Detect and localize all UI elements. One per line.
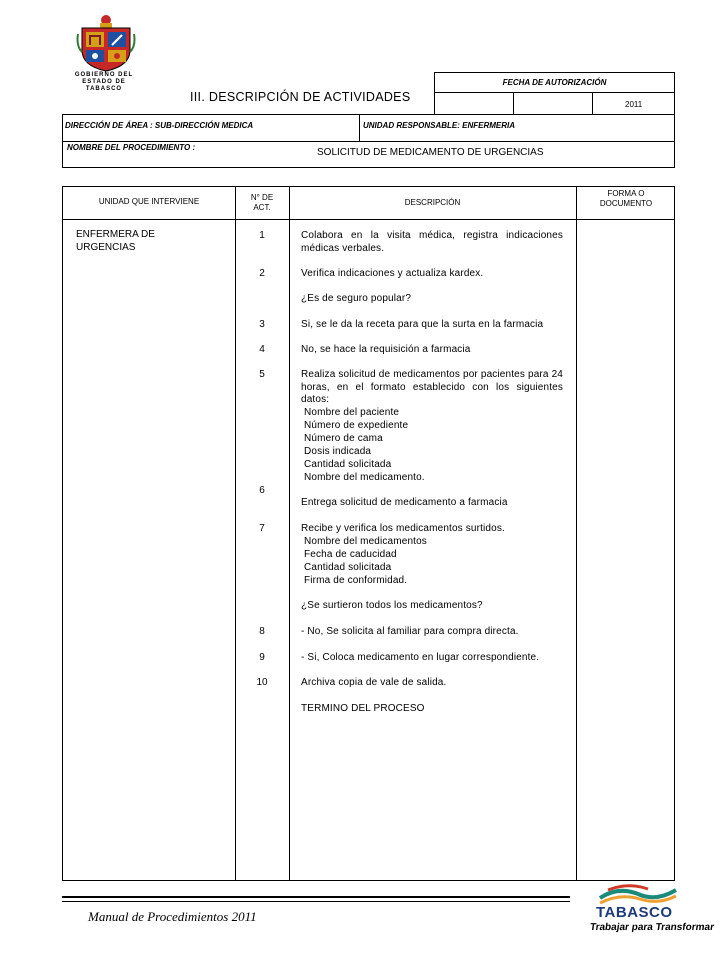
col-unit-header: UNIDAD QUE INTERVIENE <box>98 197 200 206</box>
step-description: Recibe y verifica los medicamentos surtidos. <box>301 523 505 534</box>
list-item: Nombre del paciente <box>304 407 400 418</box>
step-description: No, se hace la requisición a farmacia <box>301 344 471 355</box>
authorization-box <box>434 72 675 115</box>
list-item: Nombre del medicamento. <box>304 472 425 483</box>
step-number: 7 <box>259 523 265 534</box>
step-description: Verifica indicaciones y actualiza kardex. <box>301 268 484 279</box>
list-item: Cantidad solicitada <box>304 562 392 573</box>
manual-title: Manual de Procedimientos 2011 <box>88 909 257 924</box>
step-number: 1 <box>259 230 265 241</box>
procedure-label: NOMBRE DEL PROCEDIMIENTO : <box>67 143 196 152</box>
logo-line-1: GOBIERNO DEL <box>74 72 134 78</box>
col-form-header: FORMA O DOCUMENTO <box>599 189 653 208</box>
footer-rule <box>62 896 570 898</box>
authorization-year: 2011 <box>625 100 643 109</box>
list-item: Número de expediente <box>304 420 409 431</box>
logo-line-2: ESTADO DE <box>82 79 126 85</box>
step-description: Realiza solicitud de medicamentos por pacientes para 24 horas, en el formato establecido con los siguientes datos: <box>301 369 563 405</box>
list-item: Fecha de caducidad <box>304 549 397 560</box>
tabasco-brand-logo <box>589 884 715 944</box>
step-number: 4 <box>259 344 265 355</box>
procedure-header-box <box>62 114 675 168</box>
wave-icon <box>598 884 678 906</box>
decision-question: ¿Se surtieron todos los medicamentos? <box>301 600 483 611</box>
process-end: TERMINO DEL PROCESO <box>301 703 425 714</box>
step-number: 8 <box>259 626 265 637</box>
logo-line-3: TABASCO <box>85 86 123 92</box>
list-item: Cantidad solicitada <box>304 459 392 470</box>
step-description: Colabora en la visita médica, registra indicaciones médicas verbales. <box>301 230 563 254</box>
step-description: Archiva copia de vale de salida. <box>301 677 447 688</box>
page-title: III. DESCRIPCIÓN DE ACTIVIDADES <box>190 90 411 104</box>
step-number: 10 <box>256 677 268 688</box>
list-item: Nombre del medicamentos <box>304 536 427 547</box>
step-number: 9 <box>259 652 265 663</box>
shield-icon <box>76 12 136 72</box>
authorization-label: FECHA DE AUTORIZACIÓN <box>502 78 607 87</box>
brand-slogan: Trabajar para Transformar <box>589 922 715 933</box>
step-number: 6 <box>259 485 265 496</box>
area-direction: DIRECCIÓN DE ÁREA : SUB-DIRECCIÓN MEDICA <box>65 121 254 130</box>
step-number: 5 <box>259 369 265 380</box>
unit-name: ENFERMERA DE URGENCIAS <box>76 229 155 253</box>
responsible-unit: UNIDAD RESPONSABLE: ENFERMERIA <box>363 121 516 130</box>
step-description: - Si, Coloca medicamento en lugar correspondiente. <box>301 652 540 663</box>
list-item: Número de cama <box>304 433 383 444</box>
step-number: 3 <box>259 319 265 330</box>
footer-rule-thin <box>62 901 570 902</box>
step-description: Si, se le da la receta para que la surta en la farmacia <box>301 319 544 330</box>
list-item: Dosis indicada <box>304 446 372 457</box>
step-number: 2 <box>259 268 265 279</box>
list-item: Firma de conformidad. <box>304 575 408 586</box>
procedure-name: SOLICITUD DE MEDICAMENTO DE URGENCIAS <box>317 147 544 158</box>
decision-question: ¿Es de seguro popular? <box>301 293 412 304</box>
step-description: Entrega solicitud de medicamento a farmacia <box>301 497 508 508</box>
step-description: - No, Se solicita al familiar para compra directa. <box>301 626 519 637</box>
state-coat-of-arms <box>76 12 136 72</box>
col-description-header: DESCRIPCIÓN <box>404 198 461 207</box>
brand-name: TABASCO <box>596 904 673 921</box>
col-act-num-header: N° DE ACT. <box>250 193 274 212</box>
logo-caption <box>64 72 144 93</box>
